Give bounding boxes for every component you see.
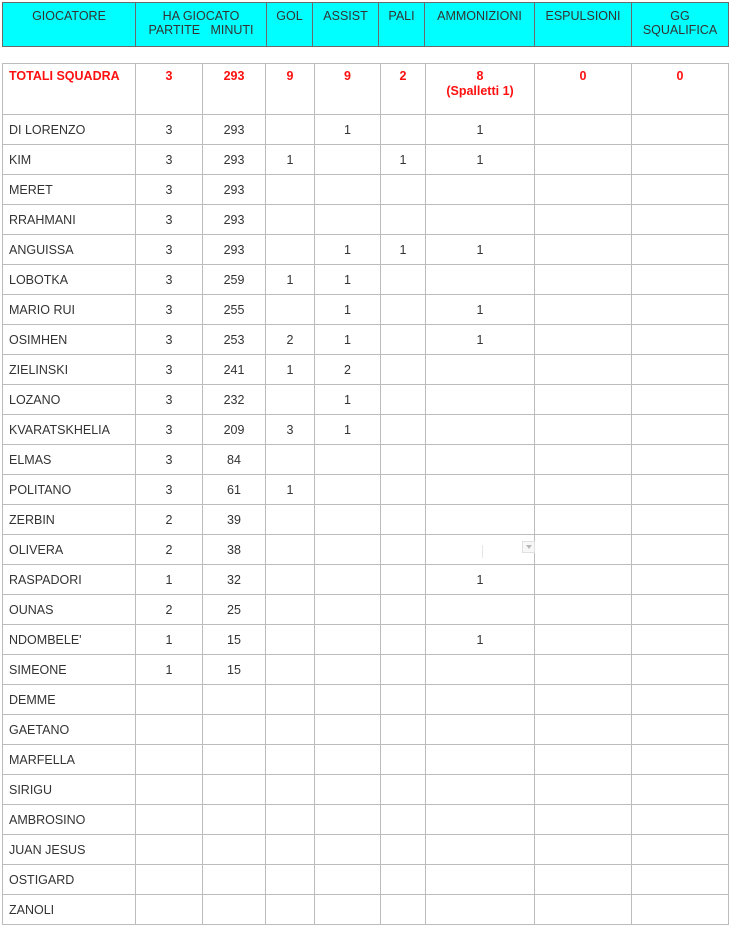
cell-ammonizioni[interactable]: 1 <box>426 325 535 355</box>
cell-pali[interactable] <box>381 805 426 835</box>
cell-minuti[interactable]: 293 <box>203 235 266 265</box>
player-name[interactable]: NDOMBELE' <box>3 625 136 655</box>
cell-minuti[interactable] <box>203 685 266 715</box>
cell-pali[interactable] <box>381 475 426 505</box>
totals-ammonizioni-note: (Spalletti 1) <box>446 84 514 98</box>
cell-espulsioni[interactable] <box>535 265 632 295</box>
cell-squalifica[interactable] <box>632 805 729 835</box>
totals-assist: 9 <box>315 64 381 115</box>
cell-squalifica[interactable] <box>632 505 729 535</box>
table-row <box>3 325 729 355</box>
cell-pali[interactable] <box>381 115 426 145</box>
cell-assist[interactable]: 1 <box>315 235 381 265</box>
cell-minuti[interactable]: 84 <box>203 445 266 475</box>
cell-minuti[interactable]: 61 <box>203 475 266 505</box>
table-row <box>3 685 729 715</box>
cell-squalifica[interactable] <box>632 115 729 145</box>
cell-ammonizioni[interactable] <box>426 415 535 445</box>
cell-partite[interactable]: 3 <box>136 355 203 385</box>
cell-minuti[interactable]: 255 <box>203 295 266 325</box>
cell-gol[interactable] <box>266 805 315 835</box>
cell-minuti[interactable]: 32 <box>203 565 266 595</box>
cell-partite[interactable]: 3 <box>136 235 203 265</box>
cell-gol[interactable] <box>266 535 315 565</box>
cell-gol[interactable] <box>266 895 315 925</box>
cell-espulsioni[interactable] <box>535 685 632 715</box>
cell-partite[interactable]: 3 <box>136 145 203 175</box>
cell-assist[interactable] <box>315 715 381 745</box>
player-name[interactable]: LOBOTKA <box>3 265 136 295</box>
cell-espulsioni[interactable] <box>535 415 632 445</box>
cell-squalifica[interactable] <box>632 325 729 355</box>
header-gol: GOL <box>267 3 313 47</box>
cell-ammonizioni[interactable] <box>426 685 535 715</box>
cell-gol[interactable] <box>266 505 315 535</box>
cell-minuti[interactable] <box>203 895 266 925</box>
cell-espulsioni[interactable] <box>535 715 632 745</box>
cell-espulsioni[interactable] <box>535 445 632 475</box>
table-row <box>3 655 729 685</box>
cell-ammonizioni[interactable] <box>426 535 535 565</box>
cell-gol[interactable] <box>266 175 315 205</box>
cell-gol[interactable] <box>266 685 315 715</box>
cell-assist[interactable] <box>315 565 381 595</box>
header-table <box>2 2 729 47</box>
cell-gol[interactable]: 1 <box>266 265 315 295</box>
player-name[interactable]: MERET <box>3 175 136 205</box>
cell-ammonizioni[interactable] <box>426 385 535 415</box>
cell-minuti[interactable]: 38 <box>203 535 266 565</box>
cell-pali[interactable] <box>381 385 426 415</box>
cell-squalifica[interactable] <box>632 205 729 235</box>
cell-gol[interactable]: 1 <box>266 145 315 175</box>
cell-espulsioni[interactable] <box>535 115 632 145</box>
cell-assist[interactable]: 1 <box>315 295 381 325</box>
cell-espulsioni[interactable] <box>535 895 632 925</box>
cell-ammonizioni[interactable]: 1 <box>426 115 535 145</box>
totals-squalifica: 0 <box>632 64 729 115</box>
cell-ammonizioni[interactable] <box>426 355 535 385</box>
cell-gol[interactable] <box>266 655 315 685</box>
cell-squalifica[interactable] <box>632 355 729 385</box>
cell-minuti[interactable] <box>203 745 266 775</box>
cell-gol[interactable] <box>266 295 315 325</box>
table-row <box>3 595 729 625</box>
header-ha-giocato-line1: HA GIOCATO <box>162 9 240 23</box>
player-name[interactable]: AMBROSINO <box>3 805 136 835</box>
cell-gol[interactable] <box>266 235 315 265</box>
header-pali: PALI <box>379 3 425 47</box>
cell-minuti[interactable]: 293 <box>203 145 266 175</box>
cell-pali[interactable] <box>381 655 426 685</box>
cell-ammonizioni[interactable] <box>426 205 535 235</box>
player-name[interactable]: KVARATSKHELIA <box>3 415 136 445</box>
player-name[interactable]: ZANOLI <box>3 895 136 925</box>
cell-minuti[interactable]: 209 <box>203 415 266 445</box>
table-row <box>3 235 729 265</box>
cell-espulsioni[interactable] <box>535 295 632 325</box>
cell-espulsioni[interactable] <box>535 745 632 775</box>
totals-label: TOTALI SQUADRA <box>3 64 136 115</box>
table-row <box>3 265 729 295</box>
cell-assist[interactable] <box>315 655 381 685</box>
header-gg-line2: SQUALIFICA <box>642 23 718 37</box>
cell-espulsioni[interactable] <box>535 775 632 805</box>
cell-ammonizioni[interactable]: 1 <box>426 145 535 175</box>
header-gg-line1: GG <box>670 9 690 23</box>
cell-espulsioni[interactable] <box>535 505 632 535</box>
table-row <box>3 745 729 775</box>
table-row <box>3 505 729 535</box>
player-name[interactable]: OLIVERA <box>3 535 136 565</box>
cell-ammonizioni[interactable] <box>426 745 535 775</box>
cell-partite[interactable]: 3 <box>136 265 203 295</box>
header-ammonizioni: AMMONIZIONI <box>425 3 535 47</box>
table-row <box>3 145 729 175</box>
cell-partite[interactable]: 3 <box>136 415 203 445</box>
chevron-down-icon[interactable] <box>522 541 535 553</box>
cell-partite[interactable] <box>136 865 203 895</box>
cell-ammonizioni[interactable] <box>426 805 535 835</box>
cell-espulsioni[interactable] <box>535 145 632 175</box>
player-name[interactable]: OSTIGARD <box>3 865 136 895</box>
totals-ammonizioni <box>426 64 535 115</box>
player-name[interactable]: ZERBIN <box>3 505 136 535</box>
player-name[interactable]: SIMEONE <box>3 655 136 685</box>
cell-pali[interactable]: 1 <box>381 235 426 265</box>
player-name[interactable]: JUAN JESUS <box>3 835 136 865</box>
cell-squalifica[interactable] <box>632 655 729 685</box>
cell-squalifica[interactable] <box>632 715 729 745</box>
table-row <box>3 835 729 865</box>
cell-ammonizioni[interactable] <box>426 175 535 205</box>
cell-assist[interactable]: 1 <box>315 415 381 445</box>
cell-pali[interactable] <box>381 715 426 745</box>
totals-gol: 9 <box>266 64 315 115</box>
cell-partite[interactable]: 1 <box>136 655 203 685</box>
player-name[interactable]: RASPADORI <box>3 565 136 595</box>
cell-partite[interactable] <box>136 715 203 745</box>
cell-squalifica[interactable] <box>632 865 729 895</box>
cell-pali[interactable] <box>381 175 426 205</box>
cell-gol[interactable] <box>266 445 315 475</box>
cell-assist[interactable] <box>315 745 381 775</box>
cell-partite[interactable]: 3 <box>136 325 203 355</box>
player-name[interactable]: MARIO RUI <box>3 295 136 325</box>
cell-squalifica[interactable] <box>632 265 729 295</box>
header-gg-squalifica <box>632 3 729 47</box>
cell-partite[interactable]: 3 <box>136 445 203 475</box>
cell-pali[interactable] <box>381 685 426 715</box>
cell-gol[interactable]: 1 <box>266 475 315 505</box>
cell-gol[interactable] <box>266 775 315 805</box>
cell-espulsioni[interactable] <box>535 205 632 235</box>
cell-espulsioni[interactable] <box>535 625 632 655</box>
cell-ammonizioni[interactable] <box>426 775 535 805</box>
cell-espulsioni[interactable] <box>535 865 632 895</box>
cell-minuti[interactable] <box>203 775 266 805</box>
cell-partite[interactable]: 3 <box>136 385 203 415</box>
player-name[interactable]: LOZANO <box>3 385 136 415</box>
cell-pali[interactable] <box>381 415 426 445</box>
cell-minuti[interactable] <box>203 865 266 895</box>
cell-minuti[interactable]: 15 <box>203 625 266 655</box>
cell-ammonizioni[interactable] <box>426 475 535 505</box>
cell-squalifica[interactable] <box>632 295 729 325</box>
player-name[interactable]: KIM <box>3 145 136 175</box>
cell-squalifica[interactable] <box>632 235 729 265</box>
cell-squalifica[interactable] <box>632 895 729 925</box>
cell-squalifica[interactable] <box>632 175 729 205</box>
cell-squalifica[interactable] <box>632 475 729 505</box>
cell-gol[interactable] <box>266 595 315 625</box>
cell-assist[interactable] <box>315 775 381 805</box>
cell-minuti[interactable]: 241 <box>203 355 266 385</box>
cell-minuti[interactable]: 259 <box>203 265 266 295</box>
cell-espulsioni[interactable] <box>535 805 632 835</box>
cell-espulsioni[interactable] <box>535 535 632 565</box>
cell-pali[interactable] <box>381 535 426 565</box>
cell-assist[interactable] <box>315 535 381 565</box>
cell-squalifica[interactable] <box>632 445 729 475</box>
cell-minuti[interactable]: 253 <box>203 325 266 355</box>
cell-espulsioni[interactable] <box>535 655 632 685</box>
cell-partite[interactable]: 1 <box>136 565 203 595</box>
cell-pali[interactable] <box>381 595 426 625</box>
cell-pali[interactable] <box>381 205 426 235</box>
cell-assist[interactable]: 2 <box>315 355 381 385</box>
cell-pali[interactable]: 1 <box>381 145 426 175</box>
cell-squalifica[interactable] <box>632 595 729 625</box>
player-name[interactable]: SIRIGU <box>3 775 136 805</box>
cell-assist[interactable] <box>315 595 381 625</box>
cell-gol[interactable] <box>266 625 315 655</box>
table-row <box>3 475 729 505</box>
cell-assist[interactable] <box>315 145 381 175</box>
cell-minuti[interactable] <box>203 715 266 745</box>
cell-pali[interactable] <box>381 565 426 595</box>
cell-gol[interactable]: 3 <box>266 415 315 445</box>
player-name[interactable]: POLITANO <box>3 475 136 505</box>
table-row <box>3 355 729 385</box>
table-row <box>3 175 729 205</box>
cell-partite[interactable] <box>136 805 203 835</box>
player-name[interactable]: DEMME <box>3 685 136 715</box>
cell-partite[interactable] <box>136 745 203 775</box>
table-row <box>3 385 729 415</box>
cell-squalifica[interactable] <box>632 415 729 445</box>
cell-espulsioni[interactable] <box>535 385 632 415</box>
header-row <box>3 3 729 47</box>
cell-minuti[interactable] <box>203 805 266 835</box>
cell-espulsioni[interactable] <box>535 235 632 265</box>
cell-squalifica[interactable] <box>632 535 729 565</box>
cell-minuti[interactable]: 15 <box>203 655 266 685</box>
cell-gol[interactable] <box>266 865 315 895</box>
cell-assist[interactable] <box>315 445 381 475</box>
player-name[interactable]: RRAHMANI <box>3 205 136 235</box>
stats-table <box>2 63 729 925</box>
totals-partite: 3 <box>136 64 203 115</box>
cell-squalifica[interactable] <box>632 835 729 865</box>
player-name[interactable]: OSIMHEN <box>3 325 136 355</box>
cell-gol[interactable] <box>266 835 315 865</box>
cell-assist[interactable] <box>315 835 381 865</box>
cell-partite[interactable] <box>136 835 203 865</box>
cell-espulsioni[interactable] <box>535 835 632 865</box>
header-espulsioni: ESPULSIONI <box>535 3 632 47</box>
cell-gol[interactable] <box>266 205 315 235</box>
table-row <box>3 415 729 445</box>
cell-ammonizioni[interactable] <box>426 865 535 895</box>
cell-squalifica[interactable] <box>632 685 729 715</box>
cell-assist[interactable] <box>315 475 381 505</box>
cell-minuti[interactable]: 293 <box>203 205 266 235</box>
cell-espulsioni[interactable] <box>535 355 632 385</box>
cell-minuti[interactable]: 25 <box>203 595 266 625</box>
cell-gol[interactable] <box>266 715 315 745</box>
cell-ammonizioni[interactable] <box>426 505 535 535</box>
cell-assist[interactable] <box>315 205 381 235</box>
cell-gol[interactable]: 1 <box>266 355 315 385</box>
cell-minuti[interactable]: 293 <box>203 175 266 205</box>
cell-assist[interactable] <box>315 805 381 835</box>
cell-pali[interactable] <box>381 745 426 775</box>
totals-minuti: 293 <box>203 64 266 115</box>
cell-cursor <box>482 545 483 558</box>
cell-ammonizioni[interactable]: 1 <box>426 295 535 325</box>
cell-partite[interactable]: 3 <box>136 205 203 235</box>
cell-ammonizioni[interactable]: 1 <box>426 565 535 595</box>
cell-partite[interactable] <box>136 775 203 805</box>
table-row <box>3 895 729 925</box>
cell-pali[interactable] <box>381 865 426 895</box>
cell-ammonizioni[interactable]: 1 <box>426 625 535 655</box>
player-name[interactable]: ZIELINSKI <box>3 355 136 385</box>
cell-assist[interactable]: 1 <box>315 385 381 415</box>
cell-pali[interactable] <box>381 625 426 655</box>
cell-minuti[interactable]: 39 <box>203 505 266 535</box>
cell-partite[interactable]: 3 <box>136 295 203 325</box>
cell-squalifica[interactable] <box>632 625 729 655</box>
cell-pali[interactable] <box>381 775 426 805</box>
header-giocatore: GIOCATORE <box>3 3 136 47</box>
cell-partite[interactable]: 2 <box>136 535 203 565</box>
cell-ammonizioni[interactable]: 1 <box>426 235 535 265</box>
table-row <box>3 205 729 235</box>
cell-partite[interactable]: 3 <box>136 475 203 505</box>
cell-espulsioni[interactable] <box>535 325 632 355</box>
cell-pali[interactable] <box>381 835 426 865</box>
cell-pali[interactable] <box>381 325 426 355</box>
cell-pali[interactable] <box>381 265 426 295</box>
table-row <box>3 295 729 325</box>
cell-gol[interactable] <box>266 565 315 595</box>
cell-partite[interactable]: 3 <box>136 175 203 205</box>
cell-partite[interactable]: 2 <box>136 505 203 535</box>
cell-gol[interactable] <box>266 745 315 775</box>
cell-squalifica[interactable] <box>632 565 729 595</box>
cell-espulsioni[interactable] <box>535 175 632 205</box>
cell-minuti[interactable] <box>203 835 266 865</box>
table-row <box>3 535 729 565</box>
player-name[interactable]: ELMAS <box>3 445 136 475</box>
table-row <box>3 115 729 145</box>
table-row <box>3 715 729 745</box>
player-name[interactable]: MARFELLA <box>3 745 136 775</box>
table-row <box>3 565 729 595</box>
cell-partite[interactable]: 3 <box>136 115 203 145</box>
cell-assist[interactable]: 1 <box>315 265 381 295</box>
player-name[interactable]: GAETANO <box>3 715 136 745</box>
cell-assist[interactable] <box>315 895 381 925</box>
cell-gol[interactable] <box>266 115 315 145</box>
cell-gol[interactable] <box>266 385 315 415</box>
cell-assist[interactable] <box>315 625 381 655</box>
player-name[interactable]: ANGUISSA <box>3 235 136 265</box>
cell-squalifica[interactable] <box>632 385 729 415</box>
header-ha-giocato-line2: PARTITE MINUTI <box>148 23 254 37</box>
cell-minuti[interactable]: 293 <box>203 115 266 145</box>
cell-squalifica[interactable] <box>632 145 729 175</box>
cell-assist[interactable] <box>315 865 381 895</box>
cell-partite[interactable] <box>136 895 203 925</box>
cell-ammonizioni[interactable] <box>426 595 535 625</box>
cell-pali[interactable] <box>381 355 426 385</box>
cell-gol[interactable]: 2 <box>266 325 315 355</box>
cell-espulsioni[interactable] <box>535 475 632 505</box>
cell-squalifica[interactable] <box>632 775 729 805</box>
totals-espulsioni: 0 <box>535 64 632 115</box>
header-ha-giocato <box>136 3 267 47</box>
cell-ammonizioni[interactable] <box>426 835 535 865</box>
cell-ammonizioni[interactable] <box>426 265 535 295</box>
cell-espulsioni[interactable] <box>535 565 632 595</box>
table-row <box>3 865 729 895</box>
totals-ammonizioni-value: 8 <box>476 69 484 83</box>
cell-partite[interactable] <box>136 685 203 715</box>
cell-assist[interactable] <box>315 685 381 715</box>
cell-assist[interactable] <box>315 505 381 535</box>
cell-ammonizioni[interactable] <box>426 445 535 475</box>
cell-minuti[interactable]: 232 <box>203 385 266 415</box>
cell-pali[interactable] <box>381 445 426 475</box>
cell-pali[interactable] <box>381 295 426 325</box>
player-name[interactable]: DI LORENZO <box>3 115 136 145</box>
cell-partite[interactable]: 1 <box>136 625 203 655</box>
cell-partite[interactable]: 2 <box>136 595 203 625</box>
cell-ammonizioni[interactable] <box>426 655 535 685</box>
table-row <box>3 775 729 805</box>
totals-row <box>3 64 729 115</box>
cell-ammonizioni[interactable] <box>426 715 535 745</box>
table-row <box>3 445 729 475</box>
cell-assist[interactable]: 1 <box>315 115 381 145</box>
cell-squalifica[interactable] <box>632 745 729 775</box>
player-name[interactable]: OUNAS <box>3 595 136 625</box>
cell-pali[interactable] <box>381 505 426 535</box>
table-row <box>3 625 729 655</box>
cell-ammonizioni[interactable] <box>426 895 535 925</box>
cell-assist[interactable] <box>315 175 381 205</box>
totals-pali: 2 <box>381 64 426 115</box>
header-assist: ASSIST <box>313 3 379 47</box>
cell-pali[interactable] <box>381 895 426 925</box>
cell-assist[interactable]: 1 <box>315 325 381 355</box>
table-row <box>3 805 729 835</box>
cell-espulsioni[interactable] <box>535 595 632 625</box>
